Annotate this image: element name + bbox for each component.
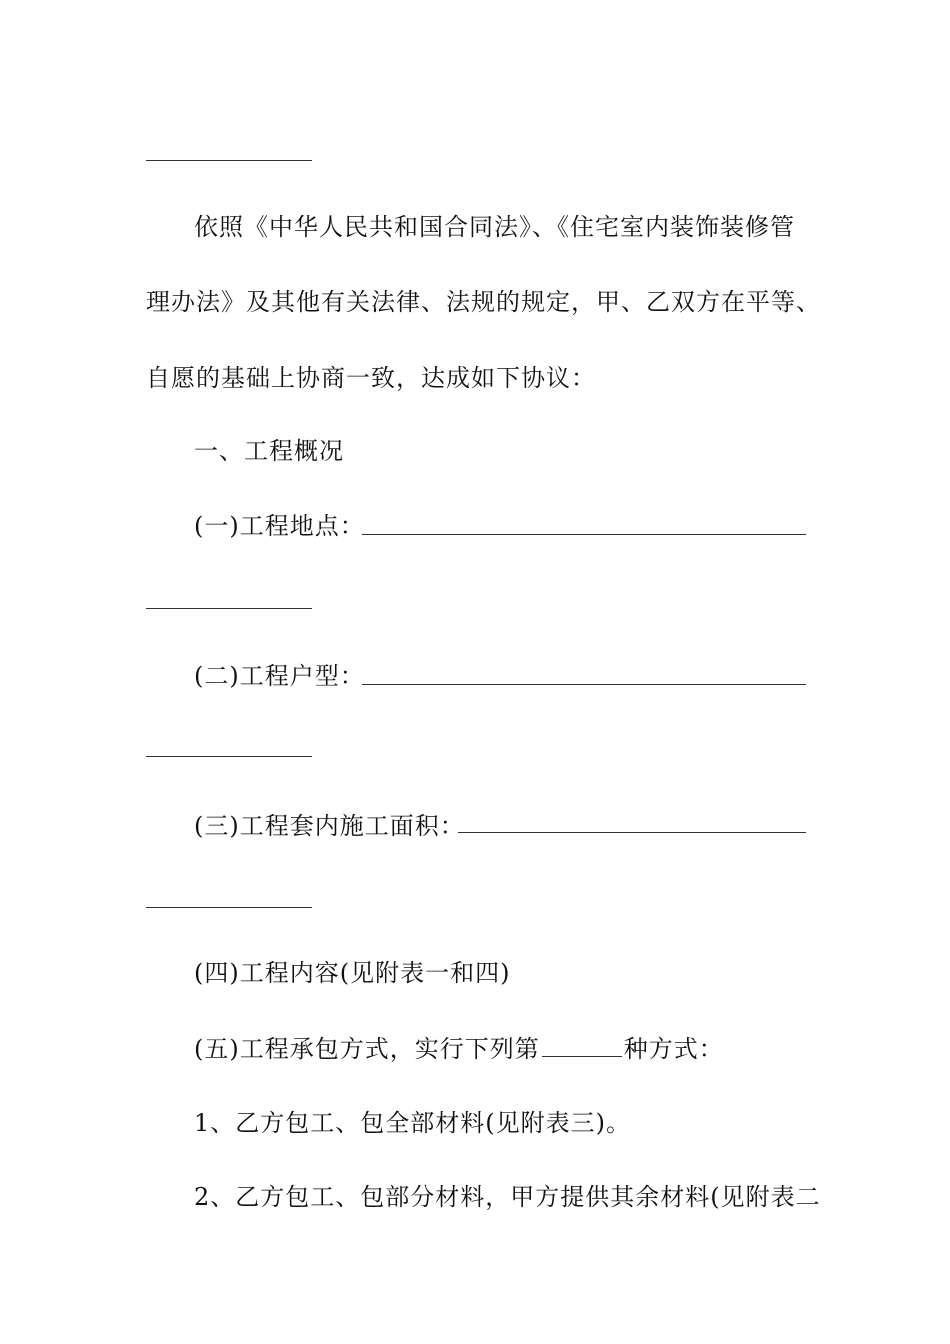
intro-line-2: 理办法》及其他有关法律、法规的规定，甲、乙双方在平等、 bbox=[146, 288, 821, 316]
item-5 bbox=[194, 1034, 724, 1064]
fill-blank-area bbox=[458, 832, 806, 833]
blank-line bbox=[146, 907, 312, 908]
item-1-label: (一)工程地点： bbox=[194, 512, 365, 540]
blank-line bbox=[146, 160, 312, 161]
fill-blank-unit-type bbox=[362, 684, 806, 685]
item-2-label: (二)工程户型： bbox=[194, 662, 365, 690]
item-4: (四)工程内容(见附表一和四) bbox=[194, 959, 511, 987]
intro-line-3: 自愿的基础上协商一致，达成如下协议： bbox=[146, 364, 596, 392]
item-5-prefix: (五)工程承包方式，实行下列第 bbox=[194, 1035, 540, 1063]
option-1: 1、乙方包工、包全部材料(见附表三)。 bbox=[194, 1109, 631, 1137]
blank-line bbox=[146, 608, 312, 609]
fill-blank-method bbox=[542, 1055, 622, 1057]
section-title: 一、工程概况 bbox=[194, 437, 344, 465]
option-2: 2、乙方包工、包部分材料，甲方提供其余材料(见附表二 bbox=[194, 1183, 821, 1211]
fill-blank-location bbox=[362, 534, 806, 535]
item-5-suffix: 种方式： bbox=[623, 1035, 724, 1063]
intro-line-1: 依照《中华人民共和国合同法》、《住宅室内装饰装修管 bbox=[194, 213, 795, 241]
item-3-label: (三)工程套内施工面积： bbox=[194, 812, 465, 840]
blank-line bbox=[146, 756, 312, 757]
